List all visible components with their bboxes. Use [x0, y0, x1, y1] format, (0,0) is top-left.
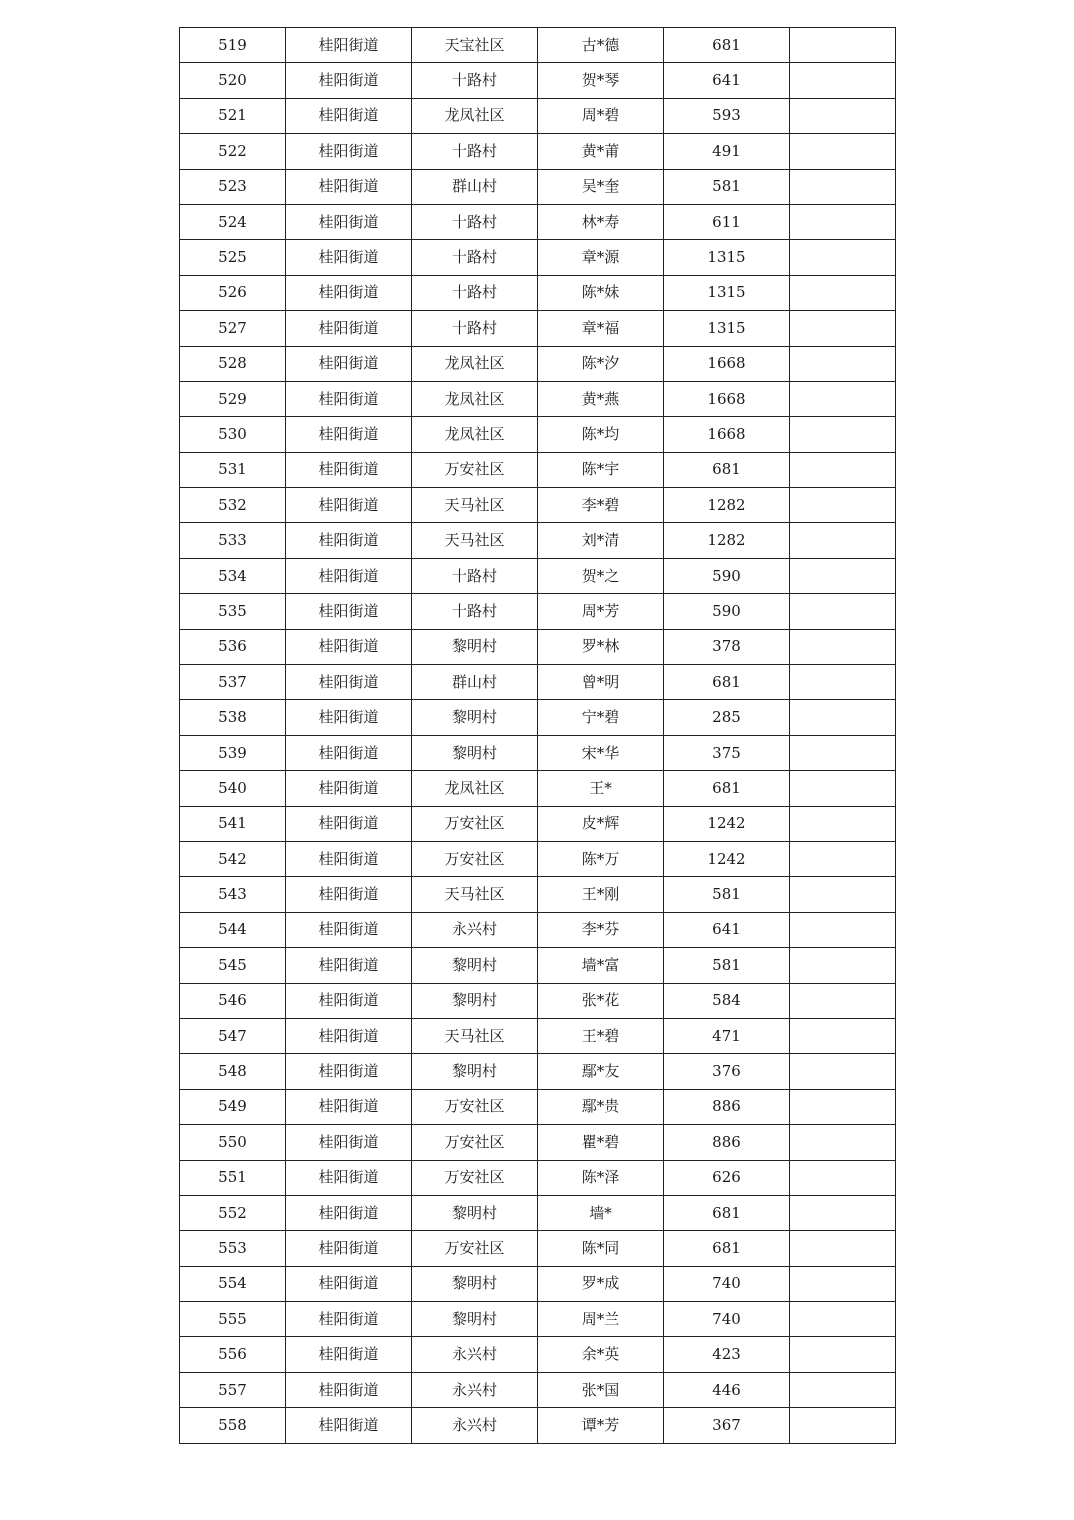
street-cell: 桂阳街道: [286, 275, 412, 310]
name-cell: 古*德: [538, 28, 664, 63]
street-cell: 桂阳街道: [286, 841, 412, 876]
name-cell: 鄢*友: [538, 1054, 664, 1089]
village-cell: 永兴村: [412, 1372, 538, 1407]
note-cell: [790, 275, 896, 310]
row-number-cell: 531: [180, 452, 286, 487]
village-cell: 龙凤社区: [412, 381, 538, 416]
amount-cell: 1315: [664, 311, 790, 346]
row-number-cell: 537: [180, 665, 286, 700]
village-cell: 龙凤社区: [412, 346, 538, 381]
row-number-cell: 542: [180, 841, 286, 876]
village-cell: 十路村: [412, 240, 538, 275]
note-cell: [790, 1089, 896, 1124]
amount-cell: 886: [664, 1089, 790, 1124]
row-number-cell: 551: [180, 1160, 286, 1195]
row-number-cell: 550: [180, 1125, 286, 1160]
street-cell: 桂阳街道: [286, 204, 412, 239]
note-cell: [790, 594, 896, 629]
table-row: [180, 98, 896, 133]
amount-cell: 367: [664, 1408, 790, 1443]
village-cell: 龙凤社区: [412, 417, 538, 452]
amount-cell: 1668: [664, 381, 790, 416]
amount-cell: 1242: [664, 806, 790, 841]
row-number-cell: 554: [180, 1266, 286, 1301]
note-cell: [790, 204, 896, 239]
note-cell: [790, 948, 896, 983]
amount-cell: 681: [664, 771, 790, 806]
village-cell: 万安社区: [412, 1231, 538, 1266]
row-number-cell: 528: [180, 346, 286, 381]
table-row: [180, 488, 896, 523]
amount-cell: 611: [664, 204, 790, 239]
row-number-cell: 530: [180, 417, 286, 452]
table-row: [180, 665, 896, 700]
amount-cell: 1668: [664, 417, 790, 452]
note-cell: [790, 169, 896, 204]
table-row: [180, 1302, 896, 1337]
street-cell: 桂阳街道: [286, 948, 412, 983]
row-number-cell: 549: [180, 1089, 286, 1124]
amount-cell: 491: [664, 134, 790, 169]
village-cell: 万安社区: [412, 841, 538, 876]
row-number-cell: 521: [180, 98, 286, 133]
note-cell: [790, 1160, 896, 1195]
note-cell: [790, 417, 896, 452]
roster-table: [179, 27, 896, 1444]
row-number-cell: 527: [180, 311, 286, 346]
amount-cell: 1242: [664, 841, 790, 876]
row-number-cell: 539: [180, 735, 286, 770]
name-cell: 陈*宇: [538, 452, 664, 487]
row-number-cell: 519: [180, 28, 286, 63]
name-cell: 皮*辉: [538, 806, 664, 841]
amount-cell: 581: [664, 948, 790, 983]
row-number-cell: 546: [180, 983, 286, 1018]
note-cell: [790, 558, 896, 593]
note-cell: [790, 98, 896, 133]
row-number-cell: 534: [180, 558, 286, 593]
street-cell: 桂阳街道: [286, 771, 412, 806]
name-cell: 周*碧: [538, 98, 664, 133]
amount-cell: 590: [664, 594, 790, 629]
amount-cell: 446: [664, 1372, 790, 1407]
name-cell: 墙*富: [538, 948, 664, 983]
amount-cell: 626: [664, 1160, 790, 1195]
table-row: [180, 1160, 896, 1195]
amount-cell: 681: [664, 665, 790, 700]
amount-cell: 1282: [664, 488, 790, 523]
street-cell: 桂阳街道: [286, 1089, 412, 1124]
name-cell: 王*刚: [538, 877, 664, 912]
table-row: [180, 311, 896, 346]
name-cell: 曾*明: [538, 665, 664, 700]
street-cell: 桂阳街道: [286, 417, 412, 452]
note-cell: [790, 452, 896, 487]
village-cell: 天马社区: [412, 877, 538, 912]
note-cell: [790, 665, 896, 700]
row-number-cell: 536: [180, 629, 286, 664]
street-cell: 桂阳街道: [286, 134, 412, 169]
village-cell: 万安社区: [412, 452, 538, 487]
name-cell: 罗*林: [538, 629, 664, 664]
table-row: [180, 948, 896, 983]
street-cell: 桂阳街道: [286, 346, 412, 381]
amount-cell: 375: [664, 735, 790, 770]
row-number-cell: 523: [180, 169, 286, 204]
amount-cell: 681: [664, 28, 790, 63]
name-cell: 张*国: [538, 1372, 664, 1407]
street-cell: 桂阳街道: [286, 912, 412, 947]
village-cell: 十路村: [412, 275, 538, 310]
village-cell: 黎明村: [412, 1302, 538, 1337]
street-cell: 桂阳街道: [286, 735, 412, 770]
amount-cell: 471: [664, 1018, 790, 1053]
table-row: [180, 594, 896, 629]
street-cell: 桂阳街道: [286, 1125, 412, 1160]
note-cell: [790, 1266, 896, 1301]
row-number-cell: 522: [180, 134, 286, 169]
street-cell: 桂阳街道: [286, 28, 412, 63]
amount-cell: 285: [664, 700, 790, 735]
village-cell: 黎明村: [412, 735, 538, 770]
note-cell: [790, 735, 896, 770]
street-cell: 桂阳街道: [286, 1231, 412, 1266]
village-cell: 天宝社区: [412, 28, 538, 63]
note-cell: [790, 134, 896, 169]
name-cell: 黄*燕: [538, 381, 664, 416]
street-cell: 桂阳街道: [286, 1337, 412, 1372]
note-cell: [790, 1302, 896, 1337]
village-cell: 天马社区: [412, 1018, 538, 1053]
amount-cell: 376: [664, 1054, 790, 1089]
name-cell: 宁*碧: [538, 700, 664, 735]
village-cell: 龙凤社区: [412, 98, 538, 133]
village-cell: 黎明村: [412, 1266, 538, 1301]
amount-cell: 681: [664, 1195, 790, 1230]
note-cell: [790, 240, 896, 275]
village-cell: 十路村: [412, 63, 538, 98]
table-row: [180, 275, 896, 310]
street-cell: 桂阳街道: [286, 381, 412, 416]
street-cell: 桂阳街道: [286, 1302, 412, 1337]
row-number-cell: 541: [180, 806, 286, 841]
row-number-cell: 520: [180, 63, 286, 98]
village-cell: 十路村: [412, 204, 538, 239]
name-cell: 张*花: [538, 983, 664, 1018]
note-cell: [790, 346, 896, 381]
name-cell: 陈*均: [538, 417, 664, 452]
street-cell: 桂阳街道: [286, 558, 412, 593]
amount-cell: 740: [664, 1266, 790, 1301]
table-row: [180, 771, 896, 806]
table-row: [180, 452, 896, 487]
name-cell: 周*兰: [538, 1302, 664, 1337]
amount-cell: 581: [664, 169, 790, 204]
street-cell: 桂阳街道: [286, 63, 412, 98]
street-cell: 桂阳街道: [286, 1372, 412, 1407]
table-row: [180, 841, 896, 876]
note-cell: [790, 806, 896, 841]
street-cell: 桂阳街道: [286, 98, 412, 133]
table-row: [180, 381, 896, 416]
table-row: [180, 1054, 896, 1089]
name-cell: 李*芬: [538, 912, 664, 947]
note-cell: [790, 877, 896, 912]
street-cell: 桂阳街道: [286, 523, 412, 558]
table-row: [180, 1408, 896, 1443]
amount-cell: 886: [664, 1125, 790, 1160]
table-row: [180, 877, 896, 912]
name-cell: 吴*奎: [538, 169, 664, 204]
amount-cell: 593: [664, 98, 790, 133]
village-cell: 天马社区: [412, 488, 538, 523]
table-row: [180, 1125, 896, 1160]
table-row: [180, 700, 896, 735]
village-cell: 群山村: [412, 665, 538, 700]
amount-cell: 584: [664, 983, 790, 1018]
row-number-cell: 557: [180, 1372, 286, 1407]
name-cell: 贺*琴: [538, 63, 664, 98]
row-number-cell: 525: [180, 240, 286, 275]
row-number-cell: 556: [180, 1337, 286, 1372]
table-row: [180, 1018, 896, 1053]
street-cell: 桂阳街道: [286, 1408, 412, 1443]
street-cell: 桂阳街道: [286, 240, 412, 275]
name-cell: 林*寿: [538, 204, 664, 239]
street-cell: 桂阳街道: [286, 1266, 412, 1301]
village-cell: 黎明村: [412, 700, 538, 735]
row-number-cell: 524: [180, 204, 286, 239]
table-row: [180, 204, 896, 239]
name-cell: 陈*同: [538, 1231, 664, 1266]
note-cell: [790, 629, 896, 664]
street-cell: 桂阳街道: [286, 1160, 412, 1195]
street-cell: 桂阳街道: [286, 665, 412, 700]
village-cell: 万安社区: [412, 1160, 538, 1195]
name-cell: 鄢*贵: [538, 1089, 664, 1124]
note-cell: [790, 523, 896, 558]
street-cell: 桂阳街道: [286, 452, 412, 487]
table-row: [180, 169, 896, 204]
note-cell: [790, 912, 896, 947]
row-number-cell: 529: [180, 381, 286, 416]
village-cell: 龙凤社区: [412, 771, 538, 806]
name-cell: 李*碧: [538, 488, 664, 523]
row-number-cell: 558: [180, 1408, 286, 1443]
table-row: [180, 629, 896, 664]
village-cell: 万安社区: [412, 1089, 538, 1124]
name-cell: 余*英: [538, 1337, 664, 1372]
street-cell: 桂阳街道: [286, 700, 412, 735]
village-cell: 十路村: [412, 558, 538, 593]
name-cell: 罗*成: [538, 1266, 664, 1301]
table-row: [180, 1266, 896, 1301]
amount-cell: 1315: [664, 275, 790, 310]
row-number-cell: 547: [180, 1018, 286, 1053]
table-row: [180, 983, 896, 1018]
row-number-cell: 555: [180, 1302, 286, 1337]
note-cell: [790, 1231, 896, 1266]
note-cell: [790, 841, 896, 876]
village-cell: 十路村: [412, 134, 538, 169]
note-cell: [790, 1018, 896, 1053]
name-cell: 王*: [538, 771, 664, 806]
name-cell: 瞿*碧: [538, 1125, 664, 1160]
village-cell: 黎明村: [412, 948, 538, 983]
table-row: [180, 912, 896, 947]
row-number-cell: 548: [180, 1054, 286, 1089]
village-cell: 天马社区: [412, 523, 538, 558]
table-row: [180, 806, 896, 841]
note-cell: [790, 311, 896, 346]
table-row: [180, 1337, 896, 1372]
amount-cell: 740: [664, 1302, 790, 1337]
name-cell: 黄*莆: [538, 134, 664, 169]
table-row: [180, 240, 896, 275]
note-cell: [790, 1372, 896, 1407]
amount-cell: 378: [664, 629, 790, 664]
row-number-cell: 552: [180, 1195, 286, 1230]
village-cell: 黎明村: [412, 983, 538, 1018]
name-cell: 陈*汐: [538, 346, 664, 381]
amount-cell: 641: [664, 63, 790, 98]
table-row: [180, 558, 896, 593]
row-number-cell: 538: [180, 700, 286, 735]
note-cell: [790, 983, 896, 1018]
table-row: [180, 1089, 896, 1124]
village-cell: 黎明村: [412, 629, 538, 664]
note-cell: [790, 381, 896, 416]
row-number-cell: 540: [180, 771, 286, 806]
table-row: [180, 134, 896, 169]
note-cell: [790, 700, 896, 735]
note-cell: [790, 1195, 896, 1230]
village-cell: 万安社区: [412, 1125, 538, 1160]
note-cell: [790, 1054, 896, 1089]
amount-cell: 681: [664, 452, 790, 487]
village-cell: 十路村: [412, 594, 538, 629]
note-cell: [790, 1337, 896, 1372]
street-cell: 桂阳街道: [286, 169, 412, 204]
row-number-cell: 526: [180, 275, 286, 310]
note-cell: [790, 28, 896, 63]
street-cell: 桂阳街道: [286, 594, 412, 629]
street-cell: 桂阳街道: [286, 1054, 412, 1089]
table-row: [180, 1231, 896, 1266]
row-number-cell: 535: [180, 594, 286, 629]
table-row: [180, 417, 896, 452]
street-cell: 桂阳街道: [286, 311, 412, 346]
street-cell: 桂阳街道: [286, 983, 412, 1018]
amount-cell: 1282: [664, 523, 790, 558]
row-number-cell: 545: [180, 948, 286, 983]
row-number-cell: 532: [180, 488, 286, 523]
village-cell: 永兴村: [412, 912, 538, 947]
name-cell: 陈*万: [538, 841, 664, 876]
note-cell: [790, 1125, 896, 1160]
street-cell: 桂阳街道: [286, 806, 412, 841]
village-cell: 群山村: [412, 169, 538, 204]
village-cell: 万安社区: [412, 806, 538, 841]
name-cell: 章*福: [538, 311, 664, 346]
table-row: [180, 523, 896, 558]
village-cell: 黎明村: [412, 1054, 538, 1089]
row-number-cell: 543: [180, 877, 286, 912]
table-row: [180, 735, 896, 770]
amount-cell: 590: [664, 558, 790, 593]
name-cell: 王*碧: [538, 1018, 664, 1053]
village-cell: 十路村: [412, 311, 538, 346]
amount-cell: 681: [664, 1231, 790, 1266]
note-cell: [790, 488, 896, 523]
amount-cell: 1315: [664, 240, 790, 275]
name-cell: 宋*华: [538, 735, 664, 770]
note-cell: [790, 771, 896, 806]
table-row: [180, 63, 896, 98]
street-cell: 桂阳街道: [286, 1018, 412, 1053]
note-cell: [790, 1408, 896, 1443]
name-cell: 谭*芳: [538, 1408, 664, 1443]
street-cell: 桂阳街道: [286, 1195, 412, 1230]
roster-table-body: [180, 28, 896, 1444]
village-cell: 永兴村: [412, 1408, 538, 1443]
table-row: [180, 28, 896, 63]
amount-cell: 641: [664, 912, 790, 947]
name-cell: 周*芳: [538, 594, 664, 629]
row-number-cell: 533: [180, 523, 286, 558]
village-cell: 永兴村: [412, 1337, 538, 1372]
name-cell: 墙*: [538, 1195, 664, 1230]
table-row: [180, 1372, 896, 1407]
amount-cell: 1668: [664, 346, 790, 381]
row-number-cell: 553: [180, 1231, 286, 1266]
note-cell: [790, 63, 896, 98]
street-cell: 桂阳街道: [286, 877, 412, 912]
name-cell: 陈*泽: [538, 1160, 664, 1195]
table-row: [180, 1195, 896, 1230]
street-cell: 桂阳街道: [286, 488, 412, 523]
village-cell: 黎明村: [412, 1195, 538, 1230]
row-number-cell: 544: [180, 912, 286, 947]
name-cell: 贺*之: [538, 558, 664, 593]
table-row: [180, 346, 896, 381]
name-cell: 刘*清: [538, 523, 664, 558]
name-cell: 陈*妹: [538, 275, 664, 310]
amount-cell: 581: [664, 877, 790, 912]
amount-cell: 423: [664, 1337, 790, 1372]
street-cell: 桂阳街道: [286, 629, 412, 664]
name-cell: 章*源: [538, 240, 664, 275]
